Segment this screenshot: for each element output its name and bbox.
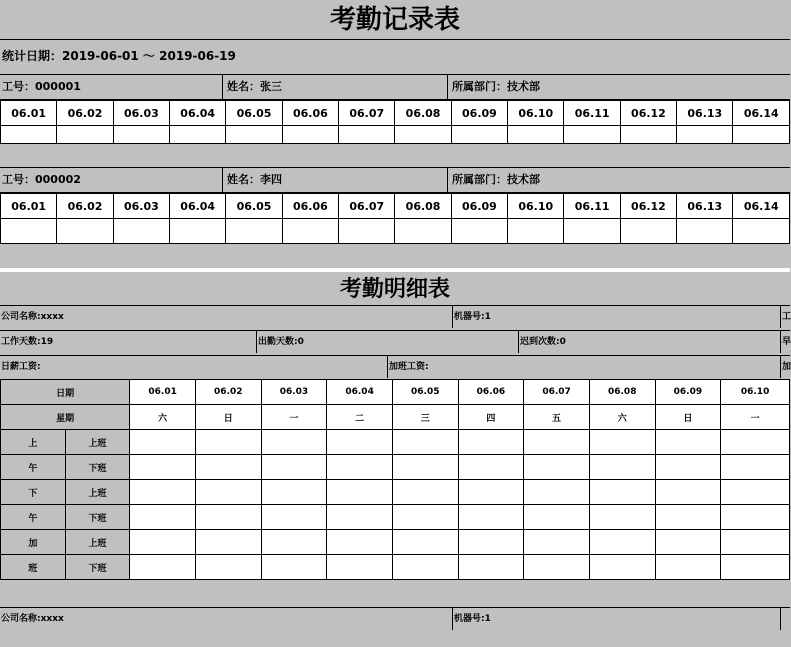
employee-header-1 xyxy=(0,74,790,100)
employee-header-2 xyxy=(0,167,790,193)
time-cell[interactable] xyxy=(392,430,458,455)
time-cell[interactable] xyxy=(392,530,458,555)
shift-row xyxy=(1,480,790,505)
record-row xyxy=(1,219,790,244)
record-row xyxy=(1,126,790,144)
record-cell[interactable] xyxy=(57,126,113,144)
edge-text: 加 xyxy=(782,362,791,372)
record-cell[interactable] xyxy=(733,219,790,244)
section-char: 午 xyxy=(1,455,66,480)
record-cell[interactable] xyxy=(564,126,620,144)
time-cell[interactable] xyxy=(458,455,524,480)
date-cell: 06.12 xyxy=(620,194,676,219)
time-cell[interactable] xyxy=(261,455,327,480)
weekday-cell: 日 xyxy=(195,405,261,430)
record-cell[interactable] xyxy=(339,219,395,244)
date-cell: 06.08 xyxy=(589,380,655,405)
employee-id: 工号：000001 xyxy=(2,75,223,99)
work-days: 工作天数:19 xyxy=(0,331,257,353)
section-char: 上 xyxy=(1,430,66,455)
record-cell[interactable] xyxy=(620,219,676,244)
time-cell[interactable] xyxy=(721,480,790,505)
time-cell[interactable] xyxy=(195,505,261,530)
date-cell: 06.03 xyxy=(261,380,327,405)
employee-name: 姓名：张三 xyxy=(227,75,448,99)
time-cell[interactable] xyxy=(524,555,590,580)
date-cell: 06.05 xyxy=(226,194,282,219)
late-count: 迟到次数:0 xyxy=(519,331,781,353)
time-cell[interactable] xyxy=(261,480,327,505)
time-cell[interactable] xyxy=(655,530,721,555)
section-divider xyxy=(0,268,790,272)
employee-dept: 所属部门：技术部 xyxy=(452,173,540,186)
date-cell: 06.04 xyxy=(170,101,226,126)
record-cell[interactable] xyxy=(1,219,57,244)
time-cell[interactable] xyxy=(655,505,721,530)
date-cell: 06.01 xyxy=(1,194,57,219)
machine-number: 机器号:1 xyxy=(453,608,781,630)
record-cell[interactable] xyxy=(226,126,282,144)
weekday-cell: 五 xyxy=(524,405,590,430)
date-cell: 06.04 xyxy=(170,194,226,219)
date-cell: 06.02 xyxy=(57,194,113,219)
time-cell[interactable] xyxy=(589,555,655,580)
shift-row xyxy=(1,505,790,530)
record-cell[interactable] xyxy=(170,126,226,144)
time-cell[interactable] xyxy=(327,430,393,455)
record-cell[interactable] xyxy=(170,219,226,244)
shift-label: 上班 xyxy=(65,530,130,555)
time-cell[interactable] xyxy=(458,430,524,455)
weekday-cell: 三 xyxy=(392,405,458,430)
time-cell[interactable] xyxy=(655,555,721,580)
record-cell[interactable] xyxy=(113,219,169,244)
time-cell[interactable] xyxy=(327,455,393,480)
time-cell[interactable] xyxy=(261,530,327,555)
employee-id: 工号：000002 xyxy=(2,168,223,192)
weekday-cell: 一 xyxy=(261,405,327,430)
attendance-grid-1 xyxy=(0,100,790,144)
date-cell: 06.03 xyxy=(113,194,169,219)
time-cell[interactable] xyxy=(524,480,590,505)
detail-date-row xyxy=(1,380,790,405)
record-title: 考勤记录表 xyxy=(0,0,790,40)
time-cell[interactable] xyxy=(458,555,524,580)
time-cell[interactable] xyxy=(589,505,655,530)
shift-row xyxy=(1,555,790,580)
time-cell[interactable] xyxy=(130,505,196,530)
time-cell[interactable] xyxy=(524,505,590,530)
record-cell[interactable] xyxy=(1,126,57,144)
time-cell[interactable] xyxy=(261,505,327,530)
time-cell[interactable] xyxy=(721,530,790,555)
date-cell: 06.09 xyxy=(451,101,507,126)
time-cell[interactable] xyxy=(130,480,196,505)
machine-number: 机器号:1 xyxy=(453,306,781,328)
shift-label: 上班 xyxy=(65,430,130,455)
section-char: 加 xyxy=(1,530,66,555)
date-cell: 06.06 xyxy=(282,101,338,126)
attendance-grid-2 xyxy=(0,193,790,244)
time-cell[interactable] xyxy=(195,455,261,480)
date-cell: 06.05 xyxy=(392,380,458,405)
weekday-cell: 四 xyxy=(458,405,524,430)
time-cell[interactable] xyxy=(327,555,393,580)
time-cell[interactable] xyxy=(655,455,721,480)
record-cell[interactable] xyxy=(508,219,564,244)
time-cell[interactable] xyxy=(589,455,655,480)
time-cell[interactable] xyxy=(130,555,196,580)
date-cell: 06.14 xyxy=(733,101,790,126)
date-row xyxy=(1,101,790,126)
daily-wage: 日薪工资: xyxy=(0,356,388,378)
shift-label: 下班 xyxy=(65,505,130,530)
time-cell[interactable] xyxy=(195,555,261,580)
time-cell[interactable] xyxy=(524,455,590,480)
weekday-cell: 一 xyxy=(721,405,790,430)
time-cell[interactable] xyxy=(655,430,721,455)
record-cell[interactable] xyxy=(395,219,451,244)
date-row xyxy=(1,194,790,219)
time-cell[interactable] xyxy=(392,505,458,530)
record-cell[interactable] xyxy=(113,126,169,144)
time-cell[interactable] xyxy=(524,430,590,455)
date-cell: 06.01 xyxy=(130,380,196,405)
section-char: 下 xyxy=(1,480,66,505)
weekday-cell: 六 xyxy=(130,405,196,430)
edge-text: 工 xyxy=(782,312,791,322)
time-cell[interactable] xyxy=(195,530,261,555)
record-cell[interactable] xyxy=(282,126,338,144)
record-cell[interactable] xyxy=(564,219,620,244)
time-cell[interactable] xyxy=(327,530,393,555)
time-cell[interactable] xyxy=(195,430,261,455)
date-cell: 06.03 xyxy=(113,101,169,126)
record-cell[interactable] xyxy=(226,219,282,244)
date-cell: 06.06 xyxy=(282,194,338,219)
record-cell[interactable] xyxy=(677,219,733,244)
time-cell[interactable] xyxy=(327,480,393,505)
date-cell: 06.06 xyxy=(458,380,524,405)
time-cell[interactable] xyxy=(261,555,327,580)
date-cell: 06.13 xyxy=(677,101,733,126)
info-row-days xyxy=(0,330,790,353)
date-cell: 06.10 xyxy=(508,101,564,126)
overtime-wage: 加班工资: xyxy=(388,356,781,378)
record-cell[interactable] xyxy=(451,126,507,144)
next-detail-info xyxy=(0,607,790,631)
company-name: 公司名称:xxxx xyxy=(0,306,453,328)
time-cell[interactable] xyxy=(130,455,196,480)
time-cell[interactable] xyxy=(392,455,458,480)
record-cell[interactable] xyxy=(677,126,733,144)
weekday-cell: 六 xyxy=(589,405,655,430)
date-cell: 06.12 xyxy=(620,101,676,126)
section-char: 班 xyxy=(1,555,66,580)
date-cell: 06.05 xyxy=(226,101,282,126)
time-cell[interactable] xyxy=(458,480,524,505)
info-row-company xyxy=(0,607,790,630)
record-cell[interactable] xyxy=(395,126,451,144)
time-cell[interactable] xyxy=(130,530,196,555)
record-cell[interactable] xyxy=(620,126,676,144)
shift-row xyxy=(1,430,790,455)
detail-info xyxy=(0,305,790,380)
date-cell: 06.11 xyxy=(564,194,620,219)
time-cell[interactable] xyxy=(392,480,458,505)
weekday-cell: 日 xyxy=(655,405,721,430)
weekday-cell: 二 xyxy=(327,405,393,430)
time-cell[interactable] xyxy=(589,530,655,555)
time-cell[interactable] xyxy=(130,430,196,455)
employee-dept: 所属部门：技术部 xyxy=(452,80,540,93)
date-cell: 06.01 xyxy=(1,101,57,126)
time-cell[interactable] xyxy=(589,430,655,455)
shift-label: 下班 xyxy=(65,455,130,480)
shift-row xyxy=(1,530,790,555)
detail-title: 考勤明细表 xyxy=(339,277,450,302)
employee-name: 姓名：李四 xyxy=(227,168,448,192)
date-cell: 06.13 xyxy=(677,194,733,219)
record-cell[interactable] xyxy=(733,126,790,144)
time-cell[interactable] xyxy=(195,480,261,505)
date-cell: 06.08 xyxy=(395,194,451,219)
time-cell[interactable] xyxy=(458,505,524,530)
date-cell: 06.10 xyxy=(721,380,790,405)
detail-table xyxy=(0,379,790,580)
week-label: 星期 xyxy=(1,405,130,430)
time-cell[interactable] xyxy=(261,430,327,455)
section-char: 午 xyxy=(1,505,66,530)
record-cell[interactable] xyxy=(282,219,338,244)
record-cell[interactable] xyxy=(508,126,564,144)
date-cell: 06.11 xyxy=(564,101,620,126)
record-cell[interactable] xyxy=(451,219,507,244)
record-cell[interactable] xyxy=(339,126,395,144)
date-cell: 06.08 xyxy=(395,101,451,126)
time-cell[interactable] xyxy=(392,555,458,580)
date-label: 日期 xyxy=(1,380,130,405)
edge-text: 早 xyxy=(782,337,791,347)
date-cell: 06.09 xyxy=(655,380,721,405)
shift-label: 下班 xyxy=(65,555,130,580)
date-cell: 06.04 xyxy=(327,380,393,405)
date-cell: 06.02 xyxy=(57,101,113,126)
company-name: 公司名称:xxxx xyxy=(0,608,453,630)
detail-week-row xyxy=(1,405,790,430)
date-cell: 06.09 xyxy=(451,194,507,219)
time-cell[interactable] xyxy=(721,555,790,580)
info-row-wage xyxy=(0,355,790,378)
time-cell[interactable] xyxy=(721,455,790,480)
time-cell[interactable] xyxy=(524,530,590,555)
shift-label: 上班 xyxy=(65,480,130,505)
shift-row xyxy=(1,455,790,480)
date-cell: 06.02 xyxy=(195,380,261,405)
date-cell: 06.14 xyxy=(733,194,790,219)
date-cell: 06.10 xyxy=(508,194,564,219)
info-row-company xyxy=(0,305,790,328)
time-cell[interactable] xyxy=(721,505,790,530)
time-cell[interactable] xyxy=(458,530,524,555)
time-cell[interactable] xyxy=(655,480,721,505)
date-range: 统计日期：2019-06-01 ～ 2019-06-19 xyxy=(2,49,236,63)
time-cell[interactable] xyxy=(721,430,790,455)
date-cell: 06.07 xyxy=(339,101,395,126)
date-cell: 06.07 xyxy=(339,194,395,219)
time-cell[interactable] xyxy=(327,505,393,530)
date-cell: 06.07 xyxy=(524,380,590,405)
record-cell[interactable] xyxy=(57,219,113,244)
attendance-days: 出勤天数:0 xyxy=(257,331,519,353)
time-cell[interactable] xyxy=(589,480,655,505)
